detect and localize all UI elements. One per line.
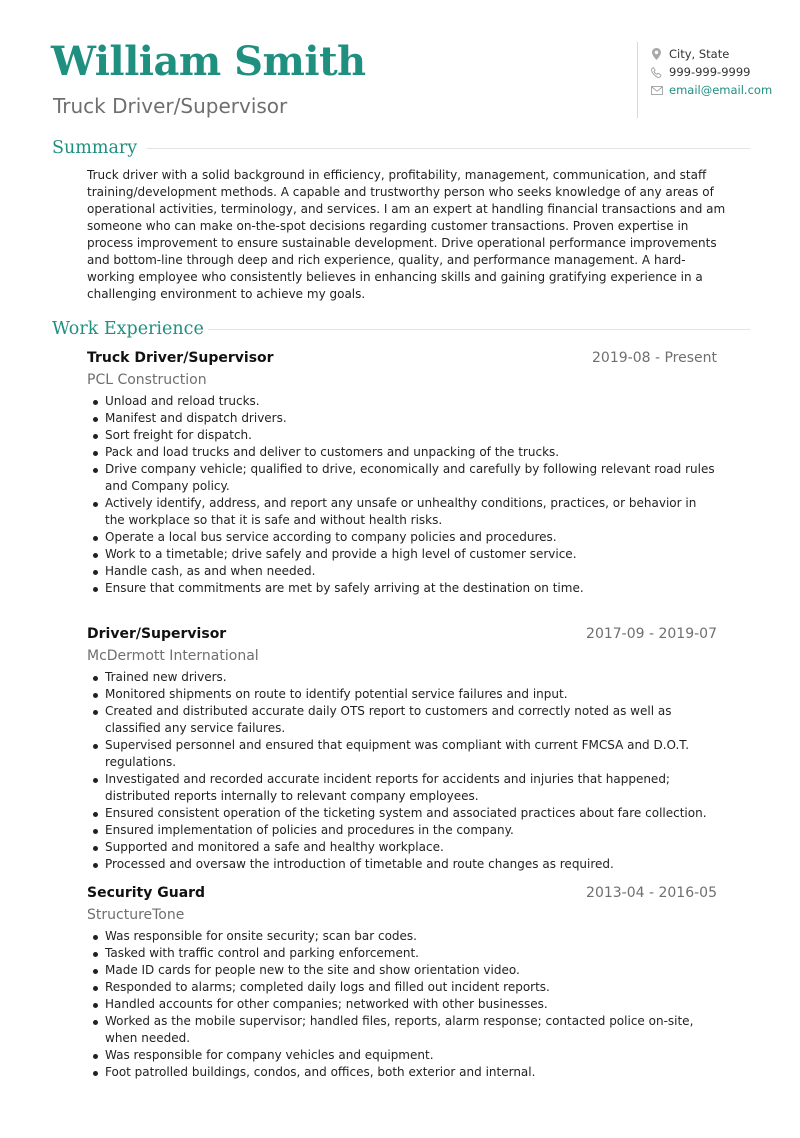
job-bullet: Handled accounts for other companies; networked with other businesses. <box>87 996 717 1013</box>
job-entry <box>87 626 717 873</box>
job-bullet: Unload and reload trucks. <box>87 393 717 410</box>
job-bullet: Supervised personnel and ensured that equipment was compliant with current FMCSA and D.O.T. regulations. <box>87 737 717 771</box>
job-bullet: Handle cash, as and when needed. <box>87 563 717 580</box>
job-bullet: Was responsible for company vehicles and equipment. <box>87 1047 717 1064</box>
job-dates: 2013-04 - 2016-05 <box>586 885 717 901</box>
contact-location <box>650 45 772 63</box>
job-bullet: Operate a local bus service according to company policies and procedures. <box>87 529 717 546</box>
job-company: McDermott International <box>87 648 259 664</box>
resume-name: William Smith <box>51 38 366 85</box>
location-text: City, State <box>669 47 730 61</box>
job-entry <box>87 350 717 597</box>
job-bullet: Foot patrolled buildings, condos, and offices, both exterior and internal. <box>87 1064 717 1081</box>
contact-divider <box>637 42 638 118</box>
job-bullet: Created and distributed accurate daily OTS report to customers and correctly noted as well as classified any service failures. <box>87 703 717 737</box>
job-bullet: Ensure that commitments are met by safely arriving at the destination on time. <box>87 580 717 597</box>
job-bullet: Pack and load trucks and deliver to customers and unpacking of the trucks. <box>87 444 717 461</box>
job-bullet: Responded to alarms; completed daily logs and filled out incident reports. <box>87 979 717 996</box>
job-bullet: Actively identify, address, and report any unsafe or unhealthy conditions, practices, or behavior in the workplace so that it is safe and without health risks. <box>87 495 717 529</box>
contact-phone <box>650 63 772 81</box>
job-title: Truck Driver/Supervisor <box>87 350 274 366</box>
job-bullet: Was responsible for onsite security; scan bar codes. <box>87 928 717 945</box>
email-link[interactable]: email@email.com <box>669 83 773 97</box>
job-bullet: Made ID cards for people new to the site and show orientation video. <box>87 962 717 979</box>
summary-text: Truck driver with a solid background in efficiency, profitability, management, communication, and staff training/development methods. A capable and trustworthy person who seeks knowledge of any areas of operational activities, terminology, and services. I am an expert at handling financial transactions and am someone who can make on-the-spot decisions regarding customer transactions. Proven expertise in process improvement to ensure sustainable development. Drive operational performance improvements and bottom-line through deep and rich experience, quality, and performance management. A hard-working employee who consistently believes in enhancing skills and gaining gratifying experience in a challenging environment to achieve my goals. <box>87 168 726 301</box>
job-entry <box>87 885 717 1081</box>
summary-rule <box>147 148 750 149</box>
job-bullet: Supported and monitored a safe and healthy workplace. <box>87 839 717 856</box>
job-dates: 2017-09 - 2019-07 <box>586 626 717 642</box>
job-bullet: Tasked with traffic control and parking enforcement. <box>87 945 717 962</box>
job-company: PCL Construction <box>87 372 207 388</box>
map-pin-icon <box>650 48 663 60</box>
experience-heading: Work Experience <box>52 319 204 339</box>
job-title: Driver/Supervisor <box>87 626 227 642</box>
phone-icon <box>650 67 663 78</box>
job-bullet: Manifest and dispatch drivers. <box>87 410 717 427</box>
job-bullet: Ensured implementation of policies and procedures in the company. <box>87 822 717 839</box>
job-bullet: Monitored shipments on route to identify potential service failures and input. <box>87 686 717 703</box>
resume-headline: Truck Driver/Supervisor <box>53 94 288 118</box>
job-bullet: Drive company vehicle; qualified to drive, economically and carefully by following relevant road rules and Company policy. <box>87 461 717 495</box>
job-bullet: Processed and oversaw the introduction of timetable and route changes as required. <box>87 856 717 873</box>
job-bullets <box>87 669 717 873</box>
job-title: Security Guard <box>87 885 206 901</box>
job-bullet: Worked as the mobile supervisor; handled files, reports, alarm response; contacted police on-site, when needed. <box>87 1013 717 1047</box>
job-company: StructureTone <box>87 907 185 923</box>
job-bullet: Investigated and recorded accurate incident reports for accidents and injuries that happened; distributed reports internally to relevant company employees. <box>87 771 717 805</box>
contact-email[interactable] <box>650 81 772 99</box>
job-bullets <box>87 928 717 1081</box>
envelope-icon <box>650 86 663 95</box>
contact-block <box>650 45 772 99</box>
job-dates: 2019-08 - Present <box>592 350 717 366</box>
experience-rule <box>208 329 750 330</box>
job-bullet: Sort freight for dispatch. <box>87 427 717 444</box>
job-bullet: Work to a timetable; drive safely and provide a high level of customer service. <box>87 546 717 563</box>
job-bullets <box>87 393 717 597</box>
phone-text: 999-999-9999 <box>669 65 751 79</box>
job-bullet: Ensured consistent operation of the ticketing system and associated practices about fare collection. <box>87 805 717 822</box>
summary-heading: Summary <box>52 138 138 158</box>
job-bullet: Trained new drivers. <box>87 669 717 686</box>
